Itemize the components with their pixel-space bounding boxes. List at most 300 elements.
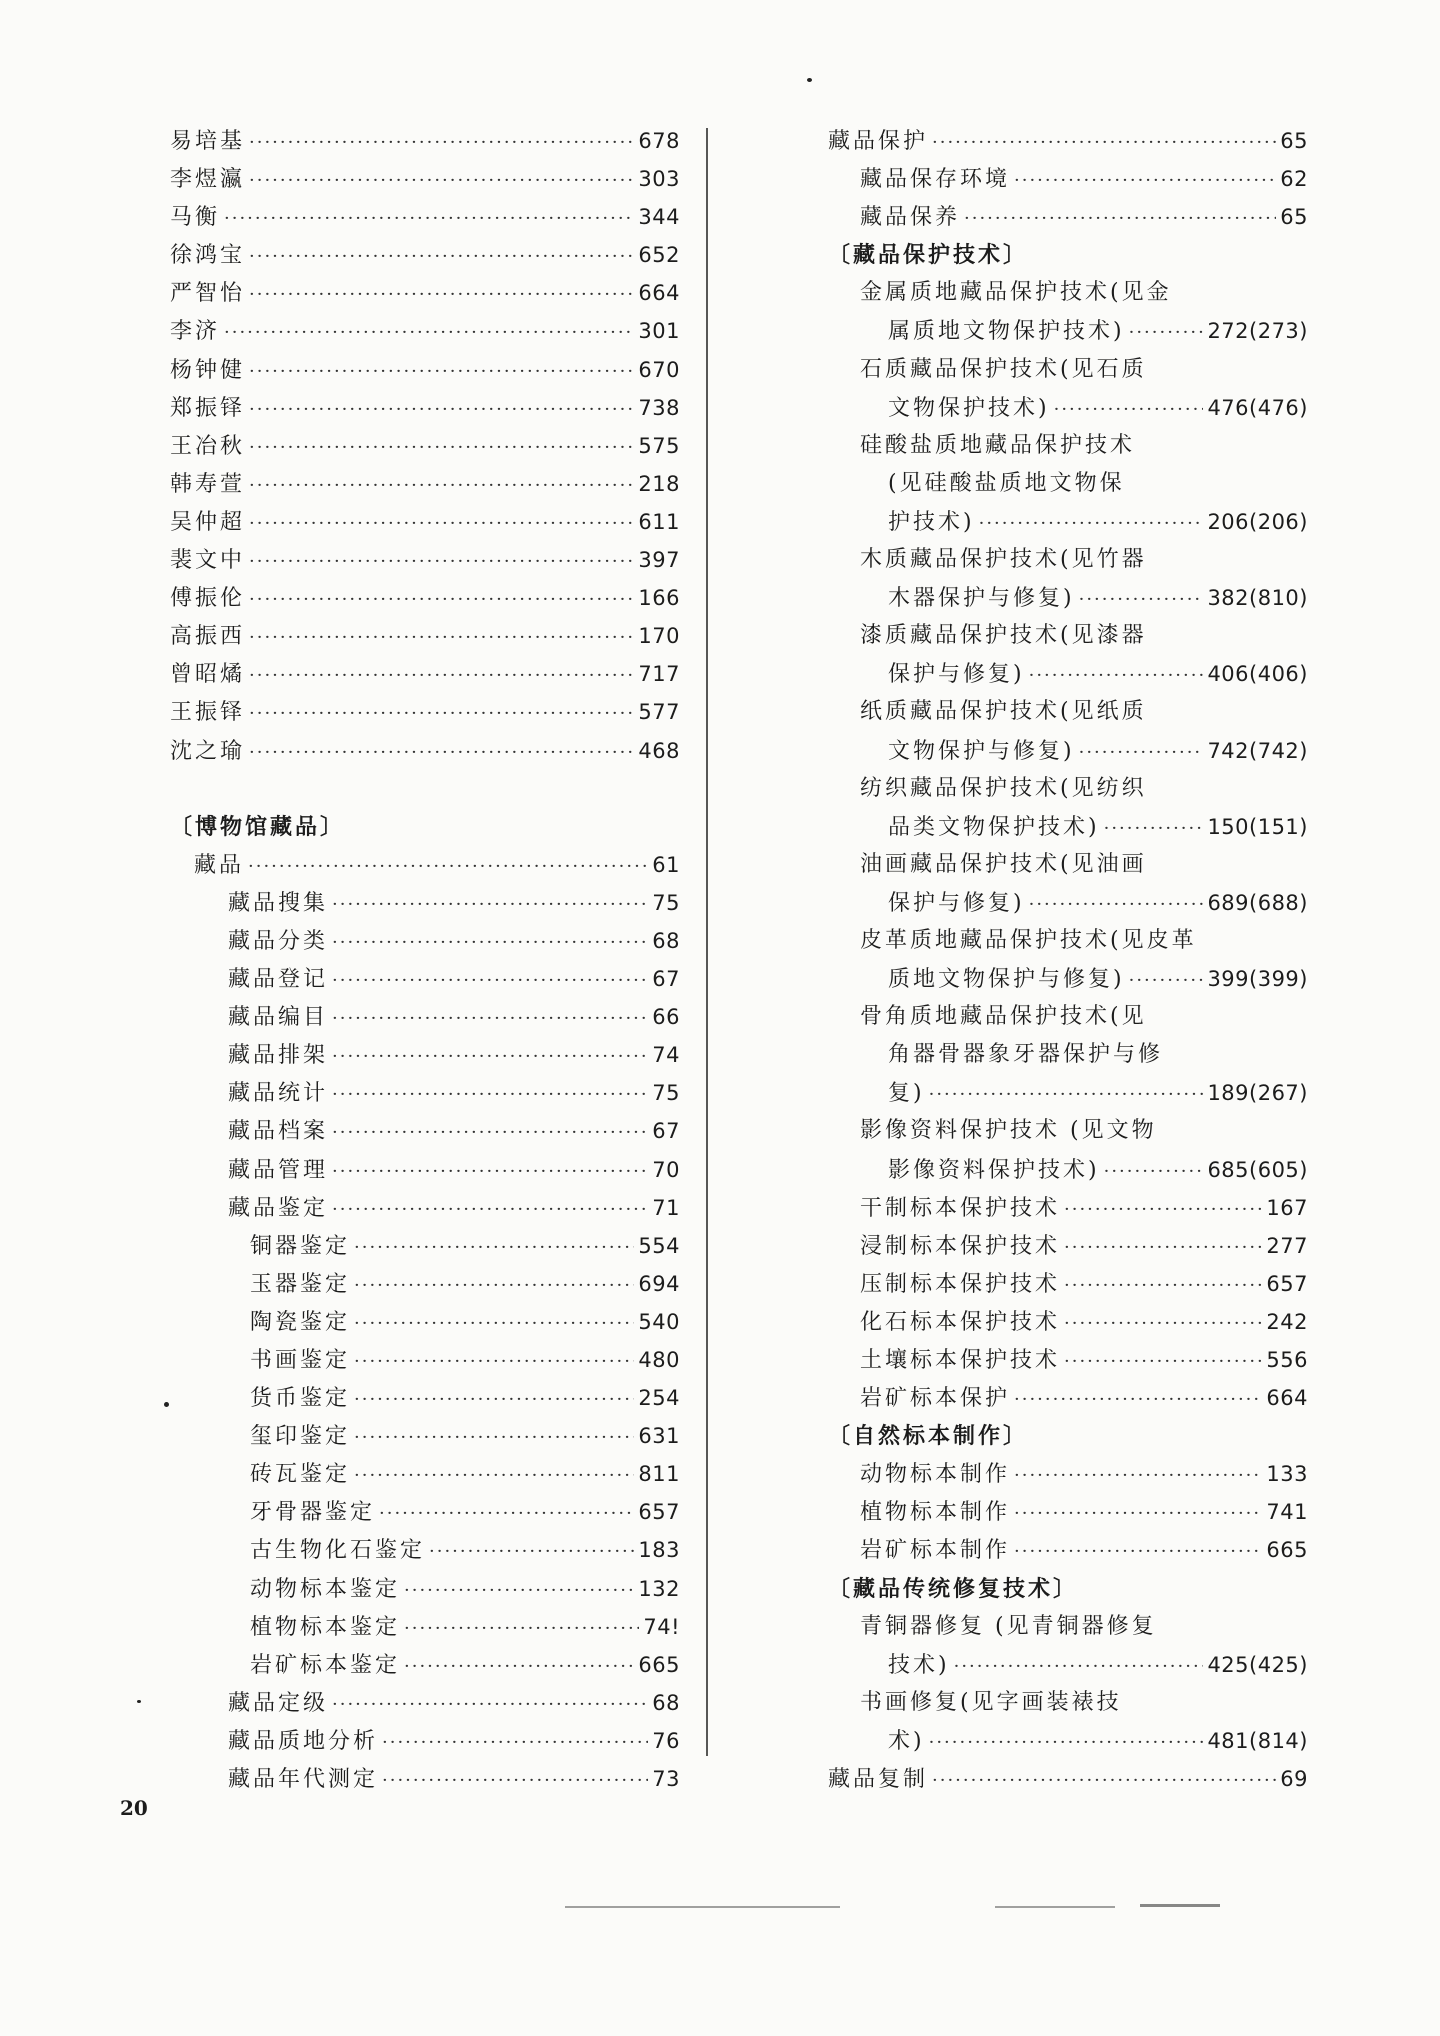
page-reference: 468 [638, 738, 680, 763]
index-entry [170, 274, 680, 312]
index-term: 藏品保存环境 [860, 167, 1011, 193]
page-reference: 611 [638, 509, 680, 534]
dot-leader [1064, 1191, 1262, 1229]
index-term: 易培基 [170, 129, 246, 154]
dot-leader [429, 1533, 634, 1571]
page-reference: 382(810) [1207, 586, 1308, 611]
index-entry [170, 1112, 680, 1150]
index-term: 藏品鉴定 [228, 1195, 329, 1221]
index-entry-line: 纸质藏品保护技术(见纸质 [860, 699, 1147, 725]
dot-leader [354, 1267, 634, 1305]
scan-line [1140, 1904, 1220, 1907]
index-entry [828, 198, 1308, 236]
page-reference: 689(688) [1207, 890, 1308, 915]
dot-leader [1129, 314, 1204, 352]
scan-line [565, 1906, 840, 1908]
page-reference: 133 [1266, 1462, 1308, 1487]
dot-leader [382, 1762, 648, 1800]
index-entry [828, 312, 1308, 350]
dot-leader [249, 391, 634, 429]
page-reference: 717 [638, 662, 680, 687]
index-term: 质地文物保护与修复) [888, 967, 1125, 993]
dot-leader [1014, 162, 1276, 200]
index-entry [170, 1531, 680, 1569]
index-entry [828, 160, 1308, 198]
index-term: 藏品定级 [228, 1690, 329, 1716]
page-reference: 657 [1266, 1271, 1308, 1296]
index-entry [828, 389, 1308, 427]
index-entry [170, 1341, 680, 1379]
page-reference: 65 [1280, 205, 1308, 230]
dot-leader [964, 200, 1276, 238]
page-reference: 69 [1280, 1767, 1308, 1792]
index-section-heading: 〔藏品保护技术〕 [828, 242, 1029, 269]
index-entry-line: 木质藏品保护技术(见竹器 [860, 547, 1147, 573]
page-reference: 73 [652, 1767, 680, 1792]
page-reference: 397 [638, 548, 680, 573]
page-reference: 344 [638, 205, 680, 230]
dot-leader [954, 1648, 1204, 1686]
scan-speck [164, 1402, 169, 1407]
dot-leader [249, 467, 634, 505]
index-term: 属质地文物保护技术) [888, 319, 1125, 345]
index-entry [170, 1455, 680, 1493]
index-column-right [828, 122, 1308, 1798]
page-reference: 70 [652, 1157, 680, 1182]
index-section-heading: 〔自然标本制作〕 [828, 1423, 1029, 1450]
index-entry [170, 884, 680, 922]
index-entry [828, 1189, 1308, 1227]
index-entry [828, 1493, 1308, 1531]
index-entry-line: 影像资料保护技术 (见文物 [860, 1118, 1157, 1144]
index-term: 动物标本制作 [860, 1462, 1011, 1488]
page-reference: 577 [638, 700, 680, 725]
dot-leader [332, 886, 648, 924]
page-reference: 76 [652, 1728, 680, 1753]
dot-leader [332, 1114, 648, 1152]
index-entry [170, 1265, 680, 1303]
page-reference: 540 [638, 1309, 680, 1334]
index-term: 植物标本制作 [860, 1500, 1011, 1526]
index-entry [828, 732, 1308, 770]
index-entry [170, 1379, 680, 1417]
dot-leader [249, 124, 634, 162]
dot-leader [1054, 391, 1204, 429]
index-entry-line: 硅酸盐质地藏品保护技术 [860, 432, 1136, 458]
index-term: 徐鸿宝 [170, 243, 246, 269]
index-term: 复) [888, 1081, 925, 1107]
page-reference: 166 [638, 586, 680, 611]
index-term: 藏品登记 [228, 967, 329, 993]
index-entry [828, 655, 1308, 693]
index-term: 影像资料保护技术) [888, 1157, 1100, 1183]
index-entry [828, 503, 1308, 541]
dot-leader [929, 1724, 1204, 1762]
dot-leader [1014, 1381, 1262, 1419]
index-entry [170, 236, 680, 274]
index-entry [170, 1646, 680, 1684]
page-reference: 575 [638, 433, 680, 458]
index-section-heading: 〔藏品传统修复技术〕 [828, 1575, 1079, 1602]
index-entry [170, 1151, 680, 1189]
dot-leader [332, 1000, 648, 1038]
index-term: 杨钟健 [170, 357, 246, 383]
index-term: 王冶秋 [170, 433, 246, 459]
index-entry [828, 808, 1308, 846]
dot-leader [1079, 581, 1204, 619]
dot-leader [224, 200, 634, 238]
index-entry [170, 1570, 680, 1608]
dot-leader [332, 1038, 648, 1076]
dot-leader [932, 124, 1276, 162]
dot-leader [1064, 1305, 1262, 1343]
scan-speck [137, 1700, 141, 1703]
page-reference: 399(399) [1207, 967, 1308, 992]
index-entry [170, 465, 680, 503]
index-term: 文物保护与修复) [888, 738, 1075, 764]
index-term: 藏品质地分析 [228, 1728, 379, 1754]
index-entry [170, 1760, 680, 1798]
index-term: 藏品排架 [228, 1043, 329, 1069]
index-entry [828, 1455, 1308, 1493]
page-reference: 206(206) [1207, 509, 1308, 534]
index-entry [828, 579, 1308, 617]
page-reference: 406(406) [1207, 662, 1308, 687]
index-entry [828, 1265, 1308, 1303]
page-number: 20 [120, 1796, 148, 1820]
index-term: 王振铎 [170, 700, 246, 726]
index-term: 品类文物保护技术) [888, 814, 1100, 840]
dot-leader [248, 848, 648, 886]
page-reference: 678 [638, 129, 680, 153]
index-term: 土壤标本保护技术 [860, 1348, 1061, 1373]
index-entry-line: (见硅酸盐质地文物保 [888, 470, 1125, 496]
dot-leader [249, 543, 634, 581]
page-reference: 74! [643, 1614, 680, 1639]
dot-leader [249, 734, 634, 772]
index-term: 砖瓦鉴定 [250, 1462, 351, 1488]
index-term: 高振西 [170, 624, 246, 650]
page-reference: 481(814) [1207, 1728, 1308, 1753]
index-entry-line: 金属质地藏品保护技术(见金 [860, 280, 1172, 306]
index-entry [170, 617, 680, 655]
page-reference: 150(151) [1207, 814, 1308, 839]
scan-speck [807, 78, 812, 82]
index-entry [828, 1227, 1308, 1265]
index-entry-line: 石质藏品保护技术(见石质 [860, 356, 1147, 382]
index-entry [828, 1303, 1308, 1341]
page-reference: 75 [652, 1081, 680, 1106]
dot-leader [249, 276, 634, 314]
page-reference: 277 [1266, 1233, 1308, 1258]
dot-leader [354, 1305, 634, 1343]
index-entry [170, 1189, 680, 1227]
index-entry [170, 312, 680, 350]
dot-leader [249, 238, 634, 276]
index-term: 藏品年代测定 [228, 1767, 379, 1793]
page-reference: 170 [638, 624, 680, 649]
page-reference: 254 [638, 1386, 680, 1411]
page-reference: 425(425) [1207, 1652, 1308, 1677]
index-term: 藏品保护 [828, 129, 929, 154]
index-entry [170, 655, 680, 693]
page-reference: 62 [1280, 167, 1308, 192]
index-entry [170, 1074, 680, 1112]
index-entry-line: 书画修复(见字画装裱技 [860, 1689, 1122, 1715]
page-reference: 665 [1266, 1538, 1308, 1563]
index-term: 藏品 [194, 852, 245, 878]
index-term: 藏品编目 [228, 1005, 329, 1031]
dot-leader [979, 505, 1204, 543]
index-entry [170, 1227, 680, 1265]
page-reference: 685(605) [1207, 1157, 1308, 1182]
index-entry-line: 油画藏品保护技术(见油画 [860, 851, 1147, 877]
dot-leader [1104, 1153, 1204, 1191]
dot-leader [1029, 886, 1204, 924]
dot-leader [332, 924, 648, 962]
page-reference: 218 [638, 471, 680, 496]
index-entry [170, 922, 680, 960]
page-reference: 242 [1266, 1309, 1308, 1334]
page-reference: 670 [638, 357, 680, 382]
index-term: 压制标本保护技术 [860, 1271, 1061, 1297]
page-reference: 556 [1266, 1348, 1308, 1372]
page-reference: 71 [652, 1195, 680, 1220]
page-reference: 183 [638, 1538, 680, 1563]
index-entry [828, 1760, 1308, 1798]
index-entry [170, 1303, 680, 1341]
dot-leader [249, 619, 634, 657]
dot-leader [404, 1648, 634, 1686]
page-reference: 67 [652, 1119, 680, 1144]
scan-line [995, 1906, 1115, 1908]
index-entry [828, 960, 1308, 998]
page-reference: 67 [652, 967, 680, 992]
index-entry [828, 1379, 1308, 1417]
index-entry [170, 1722, 680, 1760]
index-term: 货币鉴定 [250, 1386, 351, 1412]
dot-leader [1079, 734, 1204, 772]
dot-leader [249, 657, 634, 695]
dot-leader [1064, 1229, 1262, 1267]
dot-leader [354, 1343, 634, 1381]
page-reference: 480 [638, 1348, 680, 1372]
index-term: 动物标本鉴定 [250, 1576, 401, 1602]
dot-leader [1014, 1495, 1262, 1533]
page-reference: 657 [638, 1500, 680, 1525]
page-reference: 664 [638, 281, 680, 306]
index-term: 沈之瑜 [170, 738, 246, 764]
index-term: 藏品保养 [860, 205, 961, 231]
index-entry-line: 纺织藏品保护技术(见纺织 [860, 775, 1147, 801]
page-reference: 742(742) [1207, 738, 1308, 763]
dot-leader [332, 1076, 648, 1114]
index-term: 铜器鉴定 [250, 1233, 351, 1259]
page-reference: 301 [638, 319, 680, 344]
dot-leader [1014, 1533, 1262, 1571]
page-reference: 66 [652, 1005, 680, 1030]
index-term: 陶瓷鉴定 [250, 1309, 351, 1335]
index-term: 古生物化石鉴定 [250, 1538, 426, 1564]
index-entry [170, 1036, 680, 1074]
index-term: 岩矿标本鉴定 [250, 1652, 401, 1678]
dot-leader [224, 314, 634, 352]
index-entry-line: 角器骨器象牙器保护与修 [888, 1042, 1164, 1068]
page-reference: 132 [638, 1576, 680, 1601]
page-reference: 631 [638, 1424, 680, 1449]
dot-leader [354, 1419, 634, 1457]
page-reference: 68 [652, 1690, 680, 1715]
dot-leader [404, 1610, 639, 1648]
dot-leader [1064, 1267, 1262, 1305]
dot-leader [379, 1495, 634, 1533]
dot-leader [929, 1076, 1204, 1114]
index-entry [828, 122, 1308, 160]
dot-leader [1029, 657, 1204, 695]
dot-leader [249, 695, 634, 733]
index-entry-line: 青铜器修复 (见青铜器修复 [860, 1613, 1157, 1639]
index-term: 李济 [170, 319, 221, 345]
dot-leader [1104, 810, 1204, 848]
index-term: 术) [888, 1728, 925, 1754]
page-reference: 664 [1266, 1386, 1308, 1411]
dot-leader [1129, 962, 1204, 1000]
dot-leader [1064, 1343, 1262, 1381]
dot-leader [354, 1229, 634, 1267]
page-reference: 61 [652, 852, 680, 877]
index-term: 植物标本鉴定 [250, 1614, 401, 1640]
index-entry [170, 998, 680, 1036]
page-reference: 65 [1280, 129, 1308, 153]
index-term: 化石标本保护技术 [860, 1309, 1061, 1335]
dot-leader [332, 1686, 648, 1724]
index-entry [170, 1608, 680, 1646]
page-reference: 652 [638, 243, 680, 268]
index-entry-line: 漆质藏品保护技术(见漆器 [860, 623, 1147, 649]
index-term: 傅振伦 [170, 586, 246, 612]
index-entry [170, 693, 680, 731]
page-reference: 476(476) [1207, 395, 1308, 420]
index-term: 藏品档案 [228, 1119, 329, 1145]
dot-leader [382, 1724, 648, 1762]
index-entry [170, 1684, 680, 1722]
index-entry [828, 1341, 1308, 1379]
index-term: 技术) [888, 1652, 950, 1678]
index-term: 藏品复制 [828, 1767, 929, 1793]
index-entry [828, 884, 1308, 922]
index-term: 玉器鉴定 [250, 1271, 351, 1297]
index-term: 藏品统计 [228, 1081, 329, 1107]
index-entry-line: 骨角质地藏品保护技术(见 [860, 1004, 1147, 1030]
index-entry [828, 1151, 1308, 1189]
page-reference: 554 [638, 1233, 680, 1258]
index-entry [170, 541, 680, 579]
dot-leader [249, 581, 634, 619]
index-entry [170, 160, 680, 198]
index-term: 藏品搜集 [228, 890, 329, 916]
dot-leader [332, 1191, 648, 1229]
index-term: 藏品管理 [228, 1157, 329, 1183]
dot-leader [249, 353, 634, 391]
index-column-left [170, 122, 680, 1798]
dot-leader [1014, 1457, 1262, 1495]
index-entry [828, 1074, 1308, 1112]
index-entry [170, 427, 680, 465]
index-entry [828, 1646, 1308, 1684]
page-reference: 694 [638, 1271, 680, 1296]
index-term: 护技术) [888, 509, 975, 535]
page-reference: 665 [638, 1652, 680, 1677]
index-entry [828, 1531, 1308, 1569]
index-term: 曾昭燏 [170, 662, 246, 688]
index-entry [170, 846, 680, 884]
index-entry [170, 1493, 680, 1531]
dot-leader [249, 162, 634, 200]
index-entry [170, 960, 680, 998]
index-term: 书画鉴定 [250, 1348, 351, 1373]
index-entry [170, 1417, 680, 1455]
page-reference: 811 [638, 1462, 680, 1487]
index-term: 藏品分类 [228, 928, 329, 954]
dot-leader [249, 505, 634, 543]
dot-leader [404, 1572, 634, 1610]
index-entry [170, 198, 680, 236]
index-term: 吴仲超 [170, 509, 246, 535]
index-term: 马衡 [170, 205, 221, 231]
dot-leader [932, 1762, 1276, 1800]
index-entry [170, 579, 680, 617]
page-reference: 68 [652, 928, 680, 953]
column-divider [706, 128, 708, 1756]
index-entry [170, 122, 680, 160]
page-reference: 74 [652, 1043, 680, 1068]
index-entry [170, 351, 680, 389]
index-entry [170, 389, 680, 427]
index-term: 岩矿标本制作 [860, 1538, 1011, 1564]
dot-leader [249, 429, 634, 467]
dot-leader [332, 1153, 648, 1191]
index-entry [170, 732, 680, 770]
index-term: 文物保护技术) [888, 395, 1050, 421]
index-term: 木器保护与修复) [888, 586, 1075, 612]
index-section-heading: 〔博物馆藏品〕 [170, 813, 346, 840]
index-term: 保护与修复) [888, 662, 1025, 688]
index-term: 裴文中 [170, 548, 246, 574]
index-term: 郑振铎 [170, 395, 246, 421]
index-spacer [170, 770, 680, 808]
index-term: 浸制标本保护技术 [860, 1233, 1061, 1259]
index-entry [170, 503, 680, 541]
index-term: 严智怡 [170, 281, 246, 307]
dot-leader [354, 1381, 634, 1419]
page-reference: 167 [1266, 1195, 1308, 1220]
page-reference: 303 [638, 167, 680, 192]
page-reference: 272(273) [1207, 319, 1308, 344]
index-term: 玺印鉴定 [250, 1424, 351, 1450]
index-entry [828, 1722, 1308, 1760]
index-term: 牙骨器鉴定 [250, 1500, 376, 1526]
page-reference: 741 [1266, 1500, 1308, 1525]
page-reference: 75 [652, 890, 680, 915]
index-term: 李煜瀛 [170, 167, 246, 193]
dot-leader [354, 1457, 634, 1495]
index-entry-line: 皮革质地藏品保护技术(见皮革 [860, 927, 1197, 953]
page-reference: 189(267) [1207, 1081, 1308, 1106]
index-term: 岩矿标本保护 [860, 1386, 1011, 1412]
index-term: 韩寿萱 [170, 471, 246, 497]
page-reference: 738 [638, 395, 680, 420]
index-term: 干制标本保护技术 [860, 1195, 1061, 1221]
